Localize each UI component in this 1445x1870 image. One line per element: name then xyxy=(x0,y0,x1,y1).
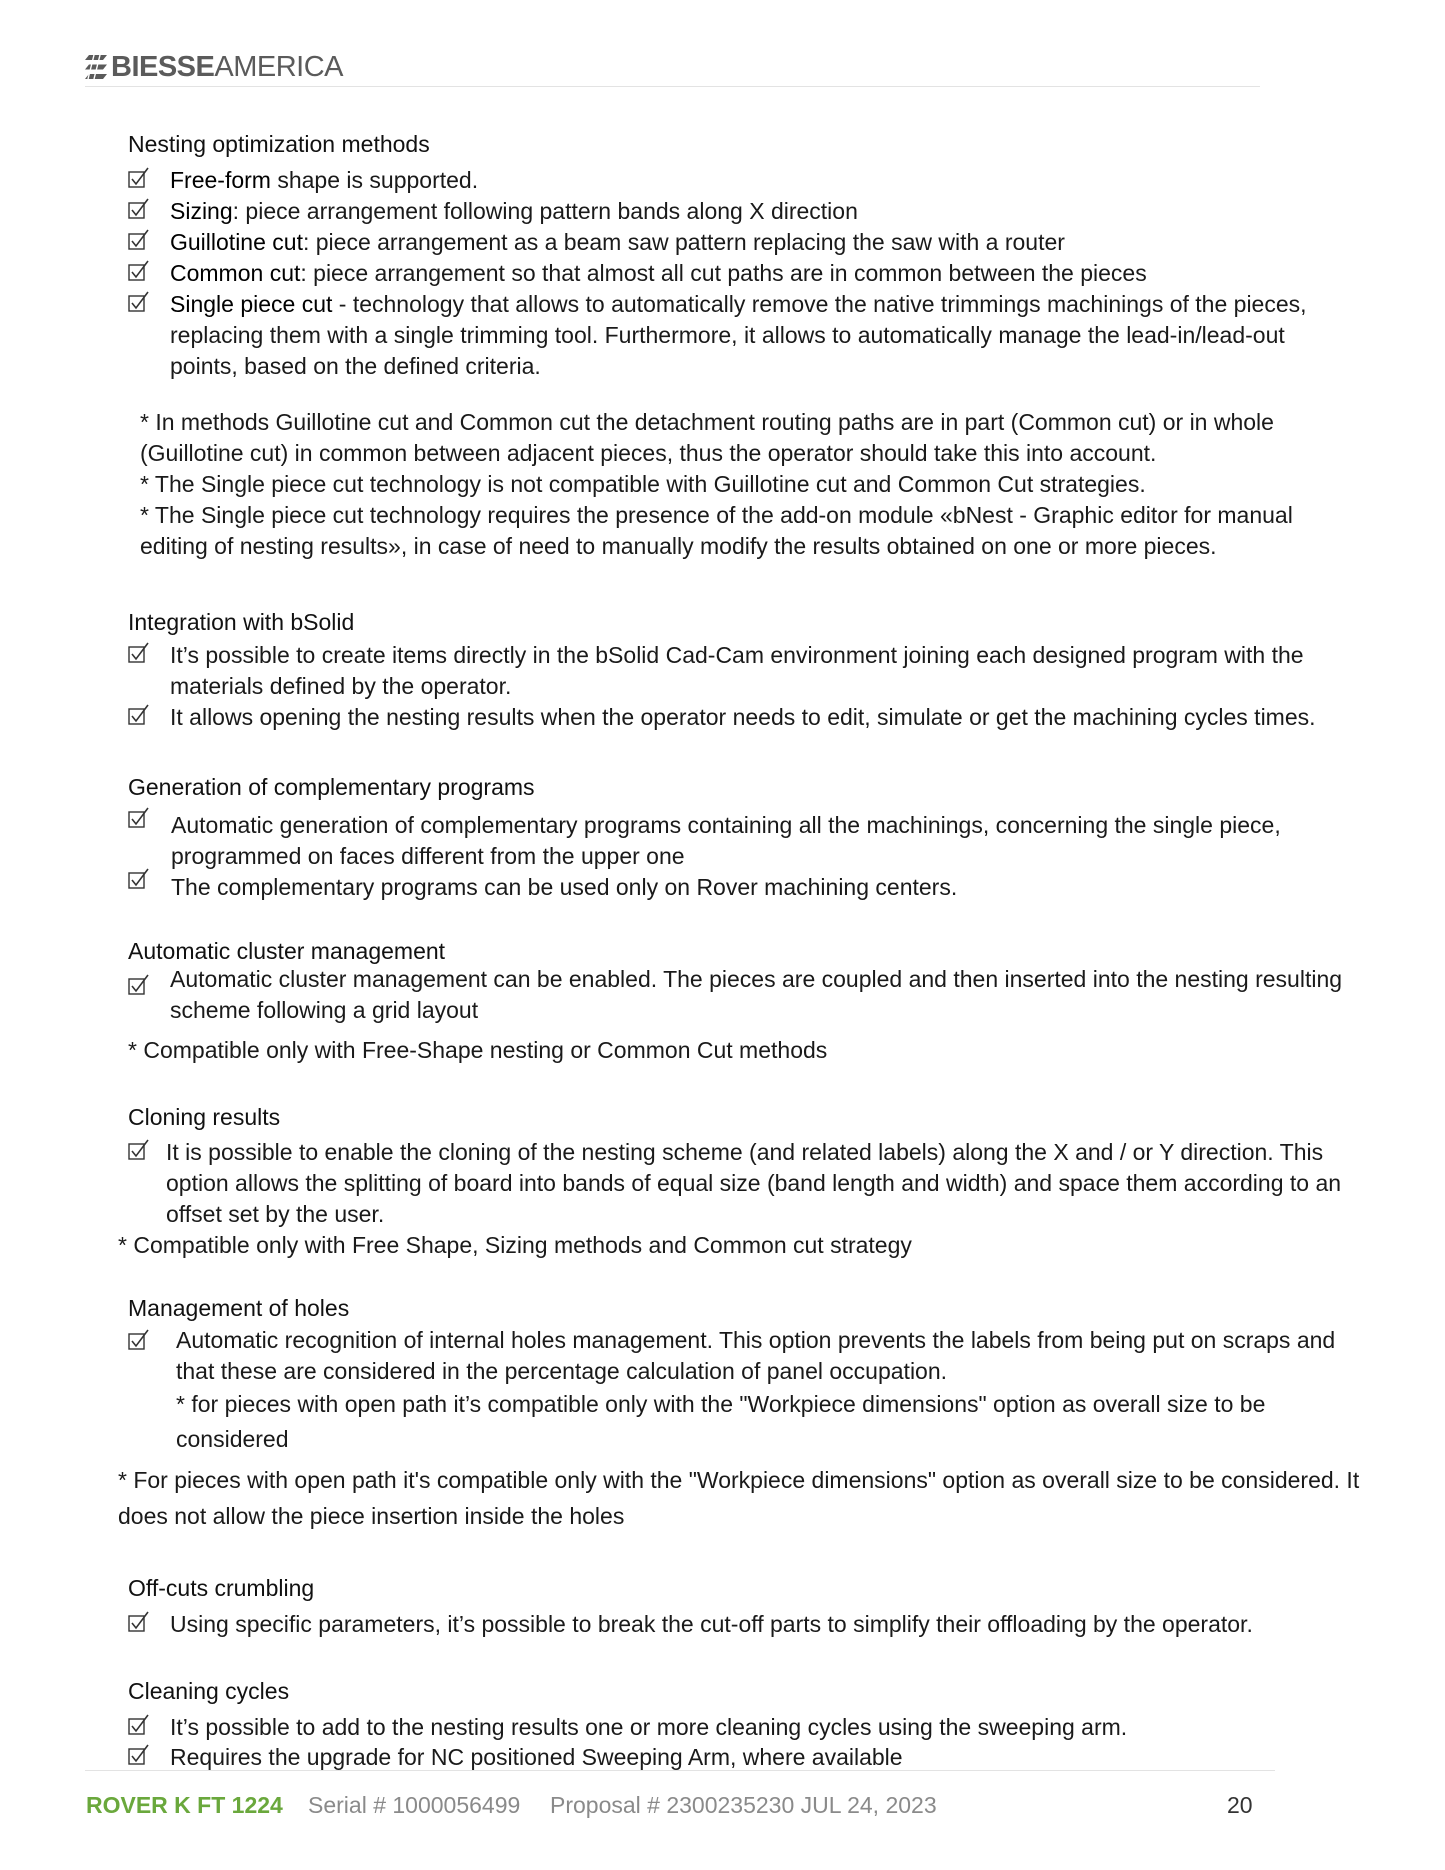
logo-brand: BIESSE xyxy=(111,51,215,83)
list-item xyxy=(128,702,1388,733)
footer-proposal: Proposal # 2300235230 JUL 24, 2023 xyxy=(550,1792,937,1818)
list-item xyxy=(128,1712,1378,1743)
biesse-logo xyxy=(85,50,343,84)
list-item xyxy=(128,1609,1378,1640)
section-title-complementary: Generation of complementary programs xyxy=(128,774,535,800)
page-number: 20 xyxy=(1227,1792,1253,1818)
checkbox-checked-icon xyxy=(128,260,150,282)
section-title-cleaning: Cleaning cycles xyxy=(128,1678,290,1704)
section-title-cloning: Cloning results xyxy=(128,1104,281,1130)
list-item xyxy=(128,227,1378,258)
checkbox-checked-icon xyxy=(128,807,150,829)
method-description: : piece arrangement as a beam saw pattern replacing the saw with a router xyxy=(302,229,1065,255)
method-description: : piece arrangement following pattern bands along X direction xyxy=(232,198,858,224)
list-item xyxy=(128,1742,1378,1773)
section-title-cluster: Automatic cluster management xyxy=(128,938,446,964)
item-text: The complementary programs can be used only on Rover machining centers. xyxy=(171,874,958,900)
checkbox-checked-icon xyxy=(128,974,150,996)
subnote: * for pieces with open path it’s compatible only with the "Workpiece dimensions" option as overall size to be considered xyxy=(176,1391,1266,1452)
note: * Compatible only with Free-Shape nesting or Common Cut methods xyxy=(128,1037,828,1063)
item-text: It is possible to enable the cloning of the nesting scheme (and related labels) along the X and / or Y direction. This option allows the splitting of board into bands of equal size (band length and width) and space them according to an offset set by the user. xyxy=(166,1139,1342,1227)
section-title-holes: Management of holes xyxy=(128,1295,350,1321)
item-text: It’s possible to create items directly in the bSolid Cad-Cam environment joining each designed program with the materials defined by the operator. xyxy=(170,642,1304,699)
header-divider xyxy=(85,86,1260,87)
checkbox-checked-icon xyxy=(128,1611,150,1633)
method-description: - technology that allows to automatically remove the native trimmings machinings of the pieces, replacing them with a single trimming tool. Furthermore, it allows to automatically manage the lead-in/lead-out points, based on the defined criteria. xyxy=(170,291,1307,379)
note: * In methods Guillotine cut and Common cut the detachment routing paths are in part (Common cut) or in whole (Guillotine cut) in common between adjacent pieces, thus the operator should take this into account. xyxy=(140,409,1274,466)
list-item xyxy=(128,872,1378,903)
list-item xyxy=(128,165,1378,196)
footer-model: ROVER K FT 1224 xyxy=(86,1792,283,1818)
item-text: Automatic generation of complementary programs containing all the machinings, concerning the single piece, programmed on faces different from the upper one xyxy=(171,812,1281,869)
list-item xyxy=(128,1137,1348,1230)
section-title-nesting: Nesting optimization methods xyxy=(128,131,430,157)
checkbox-checked-icon xyxy=(128,198,150,220)
method-name: Guillotine cut xyxy=(170,229,303,255)
section-title-bsolid: Integration with bSolid xyxy=(128,609,355,635)
checkbox-checked-icon xyxy=(128,704,150,726)
method-name: Common cut xyxy=(170,260,301,286)
checkbox-checked-icon xyxy=(128,868,150,890)
checkbox-checked-icon xyxy=(128,1744,150,1766)
method-name: Free-form xyxy=(170,167,271,193)
method-name: Sizing xyxy=(170,198,233,224)
item-text: Using specific parameters, it’s possible to break the cut-off parts to simplify their offloading by the operator. xyxy=(170,1611,1253,1637)
list-item xyxy=(128,810,1348,872)
checkbox-checked-icon xyxy=(128,1714,150,1736)
method-name: Single piece cut xyxy=(170,291,333,317)
list-item xyxy=(128,196,1378,227)
page-header xyxy=(85,50,343,84)
biesse-logo-mark-icon xyxy=(85,55,107,79)
checkbox-checked-icon xyxy=(128,229,150,251)
method-description: : piece arrangement so that almost all cut paths are in common between the pieces xyxy=(300,260,1147,286)
footer-serial: Serial # 1000056499 xyxy=(308,1792,521,1818)
logo-region: AMERICA xyxy=(214,51,344,83)
item-text: Requires the upgrade for NC positioned Sweeping Arm, where available xyxy=(170,1744,903,1770)
note: * Compatible only with Free Shape, Sizing methods and Common cut strategy xyxy=(118,1232,912,1258)
checkbox-checked-icon xyxy=(128,167,150,189)
checkbox-checked-icon xyxy=(128,291,150,313)
list-item xyxy=(128,1325,1368,1387)
item-text: It’s possible to add to the nesting results one or more cleaning cycles using the sweeping arm. xyxy=(170,1714,1128,1740)
note: * For pieces with open path it's compatible only with the "Workpiece dimensions" option as overall size to be considered. It does not allow the piece insertion inside the holes xyxy=(118,1467,1360,1529)
item-text: Automatic recognition of internal holes management. This option prevents the labels from being put on scraps and that these are considered in the percentage calculation of panel occupation. xyxy=(176,1327,1336,1384)
list-item xyxy=(128,258,1378,289)
note: * The Single piece cut technology is not compatible with Guillotine cut and Common Cut strategies. xyxy=(140,471,1146,497)
list-item xyxy=(128,964,1368,1026)
checkbox-checked-icon xyxy=(128,1139,150,1161)
checkbox-checked-icon xyxy=(128,1329,150,1351)
section-title-offcuts: Off-cuts crumbling xyxy=(128,1575,315,1601)
method-description: shape is supported. xyxy=(270,167,479,193)
footer-divider xyxy=(85,1770,1275,1771)
note: * The Single piece cut technology requires the presence of the add-on module «bNest - Graphic editor for manual editing of nesting results», in case of need to manually modify the results obtained on one or more pieces. xyxy=(140,502,1293,559)
checkbox-checked-icon xyxy=(128,642,150,664)
list-item xyxy=(128,289,1348,382)
item-text: Automatic cluster management can be enabled. The pieces are coupled and then inserted into the nesting resulting scheme following a grid layout xyxy=(170,966,1343,1023)
item-text: It allows opening the nesting results when the operator needs to edit, simulate or get the machining cycles times. xyxy=(170,704,1316,730)
list-item xyxy=(128,640,1368,702)
